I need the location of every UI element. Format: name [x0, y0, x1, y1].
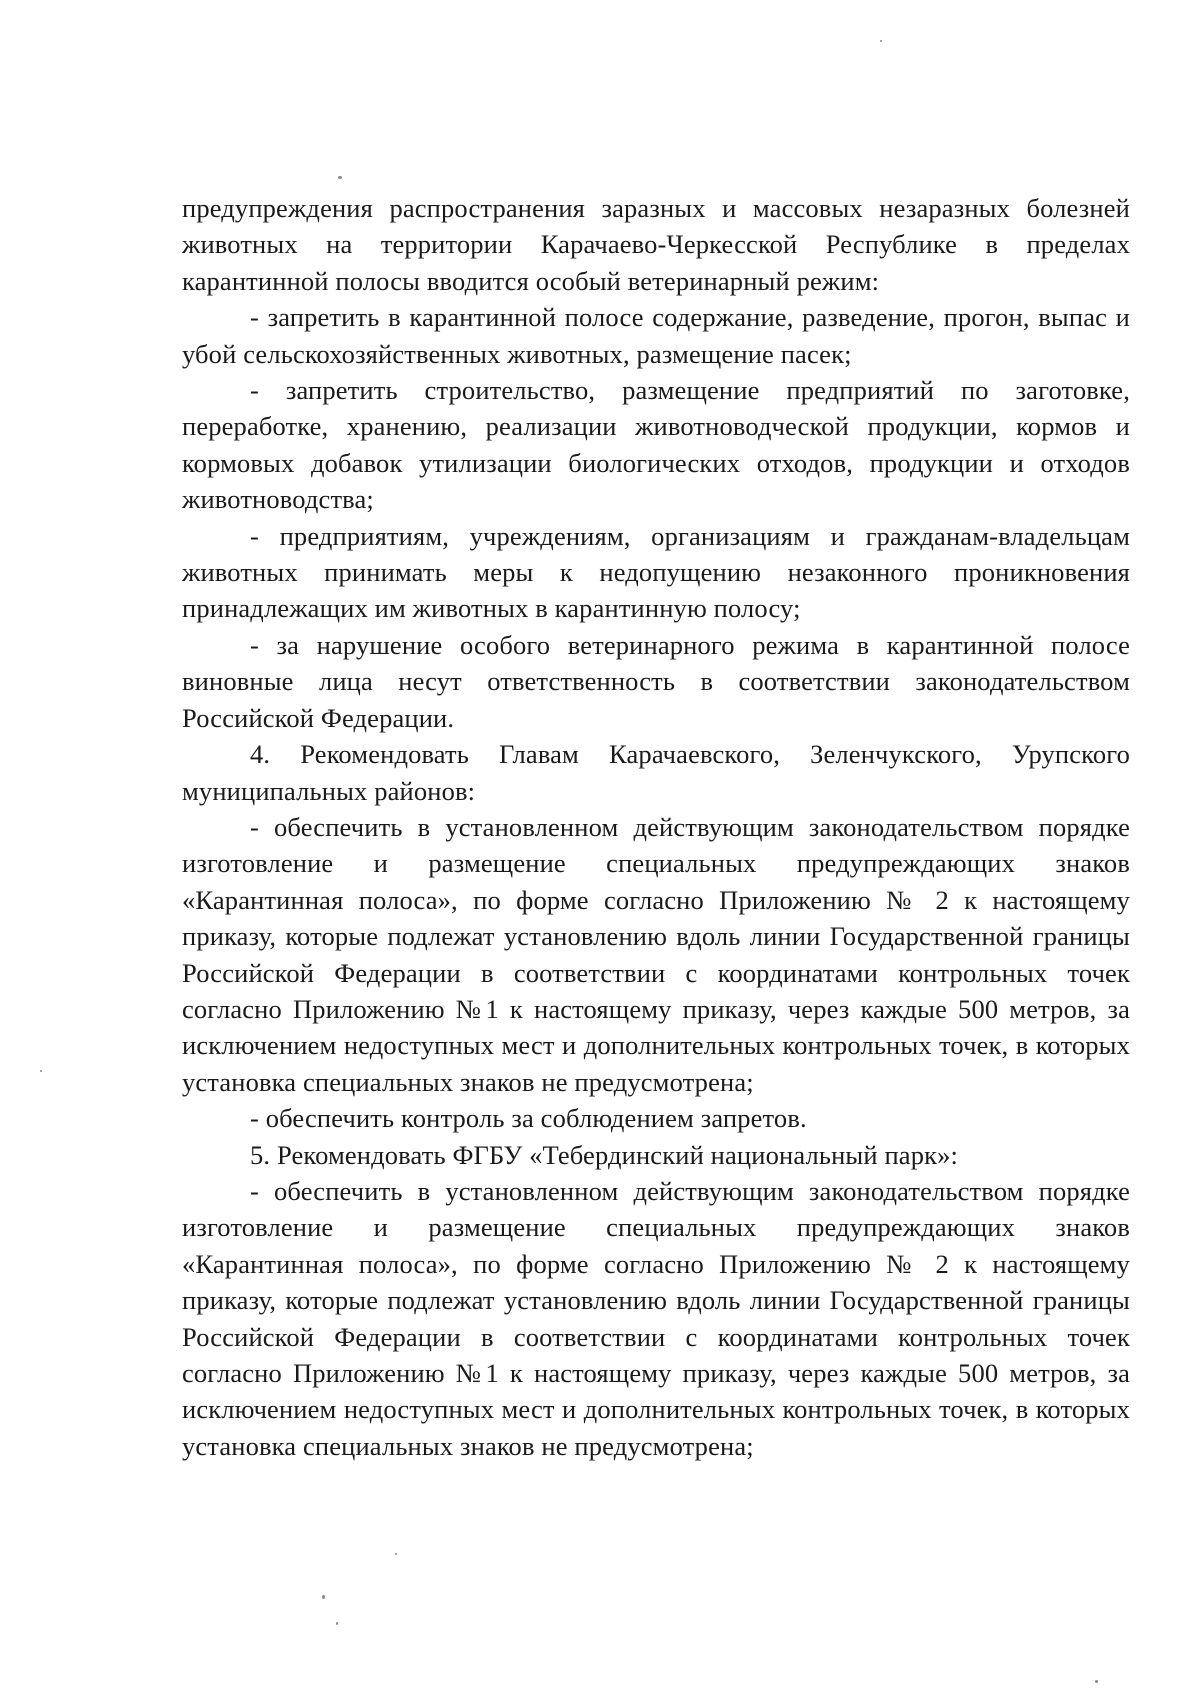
document-body [182, 190, 1130, 1464]
scan-speck [322, 1595, 325, 1599]
paragraph-7: - обеспечить в установленном действующим законодательством порядке изготовление и размещение специальных предупреждающих знаков «Карантинная полоса», по форме согласно Приложению № 2 к настоящему приказу, которые подлежат установлению вдоль линии Государственной границы Российской Федерации в соответствии с координатами контрольных точек согласно Приложению №1 к настоящему приказу, через каждые 500 метров, за исключением недоступных мест и дополнительных контрольных точек, в которых установка специальных знаков не предусмотрена; [182, 811, 1130, 1097]
paragraph-10: - обеспечить в установленном действующим законодательством порядке изготовление и размещение специальных предупреждающих знаков «Карантинная полоса», по форме согласно Приложению № 2 к настоящему приказу, которые подлежат установлению вдоль линии Государственной границы Российской Федерации в соответствии с координатами контрольных точек согласно Приложению №1 к настоящему приказу, через каждые 500 метров, за исключением недоступных мест и дополнительных контрольных точек, в которых установка специальных знаков не предусмотрена; [182, 1175, 1130, 1461]
scan-speck [880, 40, 882, 42]
paragraph-9: 5. Рекомендовать ФГБУ «Тебердинский национальный парк»: [250, 1139, 959, 1170]
paragraph-8: - обеспечить контроль за соблюдением запретов. [250, 1103, 807, 1134]
paragraph-3: - запретить строительство, размещение предприятий по заготовке, переработке, хранению, реализации животноводческой продукции, кормов и кормовых добавок утилизации биологических отходов, продукции и отходов животноводства; [182, 375, 1130, 515]
paragraph-2: - запретить в карантинной полосе содержание, разведение, прогон, выпас и убой сельскохозяйственных животных, размещение пасек; [182, 302, 1130, 369]
scan-speck [40, 1070, 42, 1072]
scan-speck [338, 176, 342, 179]
scan-speck [336, 1622, 338, 1625]
scan-speck [1095, 1680, 1098, 1683]
paragraph-6: 4. Рекомендовать Главам Карачаевского, Зеленчукского, Урупского муниципальных районов: [182, 739, 1130, 806]
scan-speck [395, 1553, 397, 1555]
paragraph-4: - предприятиям, учреждениям, организациям и гражданам-владельцам животных принимать меры к недопущению незаконного проникновения принадлежащих им животных в карантинную полосу; [182, 520, 1130, 624]
paragraph-1: предупреждения распространения заразных и массовых незаразных болезней животных на территории Карачаево-Черкесской Республике в пределах карантинной полосы вводится особый ветеринарный режим: [182, 193, 1130, 296]
paragraph-5: - за нарушение особого ветеринарного режима в карантинной полосе виновные лица несут ответственность в соответствии законодательством Российской Федерации. [182, 629, 1130, 733]
